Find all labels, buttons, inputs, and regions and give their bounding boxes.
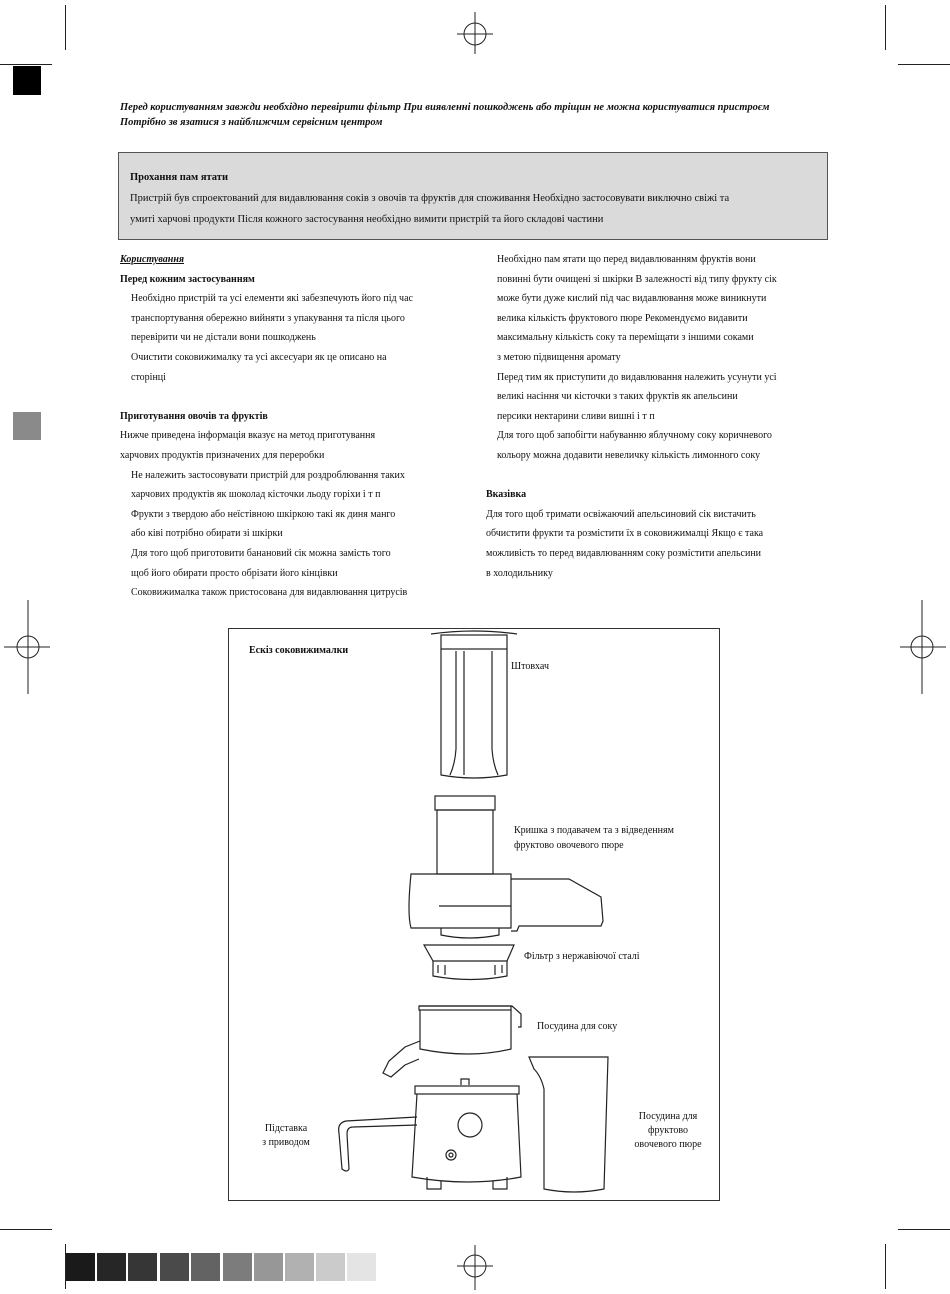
right-column (486, 250, 828, 583)
paragraph-line: персики нектарини сливи вишні і т п (497, 410, 655, 422)
grey-swatch (223, 1253, 252, 1281)
crop-mark (0, 64, 52, 65)
paragraph-line: Необхідно пристрій та усі елементи які забезпечують його під час (131, 293, 413, 305)
grey-swatch (160, 1253, 189, 1281)
pulp-vessel-drawing (529, 1057, 608, 1192)
label-pulp-vessel: овочевого пюре (634, 1139, 702, 1150)
grey-swatch (97, 1253, 126, 1281)
paragraph-line: Для того щоб приготовити банановий сік можна замість того (131, 547, 391, 559)
label-base: з приводом (262, 1137, 310, 1148)
paragraph-line: великі насіння чи кісточки з таких фруктів як апельсини (497, 391, 738, 403)
paragraph-line: щоб його обирати просто обрізати його кінцівки (131, 567, 338, 579)
paragraph-line: транспортування обережно вийняти з упакування та після цього (131, 312, 405, 324)
juice-vessel-drawing (383, 1006, 521, 1077)
paragraph-line: Необхідно пам ятати що перед видавлюванням фруктів вони (497, 254, 756, 265)
registration-mark-right (898, 600, 948, 695)
label-pulp-vessel: Посудина для (638, 1111, 698, 1122)
filter-warning (120, 100, 830, 130)
grey-swatch (254, 1253, 283, 1281)
crop-mark (898, 1229, 950, 1230)
paragraph-line: з метою підвищення аромату (497, 351, 621, 363)
reminder-title: Прохання пам ятати (130, 172, 228, 183)
paragraph-line: або ківі потрібно обирати зі шкірки (131, 528, 283, 540)
grey-tab-marker (13, 412, 41, 440)
paragraph-line: кольору можна додавити невеличку кількість лимонного соку (497, 449, 761, 461)
label-pulp-vessel: фруктово (648, 1125, 688, 1136)
label-lid: Кришка з подавачем та з відведенням (514, 825, 674, 836)
paragraph-line: Перед тим як приступити до видавлювання належить усунути усі (497, 371, 777, 383)
crop-mark (885, 1244, 886, 1289)
grey-swatch (191, 1253, 220, 1281)
crop-mark (65, 5, 66, 50)
registration-mark-left (2, 600, 52, 695)
reminder-text: умиті харчові продукти Після кожного застосування необхідно вимити пристрій та його складові частини (130, 214, 604, 225)
paragraph-line: перевірити чи не дістали вони пошкоджень (131, 332, 316, 344)
reminder-box (118, 152, 828, 240)
base-drawing (339, 1079, 521, 1189)
grey-swatch (128, 1253, 157, 1281)
label-filter: Фільтр з нержавіючої сталі (524, 951, 640, 962)
paragraph-line: Очистити соковижималку та усі аксесуари як це описано на (131, 351, 387, 363)
pusher-drawing (431, 631, 517, 778)
grey-swatch (347, 1253, 376, 1281)
crop-mark (0, 1229, 52, 1230)
paragraph-line: обчистити фрукти та розмістити їх в соковижималці Якщо є така (486, 528, 764, 540)
paragraph-line: сторінці (131, 371, 166, 383)
paragraph-line: може бути дуже кислий під час видавлювання може виникнути (497, 293, 767, 305)
paragraph-line: максимальну кількість соку та переміщати з іншими соками (497, 332, 754, 344)
paragraph-line: Для того щоб запобігти набуванню яблучному соку коричневого (497, 430, 772, 442)
registration-mark-top (455, 10, 495, 55)
paragraph-line: велика кількість фруктового пюре Рекомендуємо видавити (497, 312, 748, 324)
grey-swatch (316, 1253, 345, 1281)
black-tab-marker (13, 66, 41, 95)
label-pusher: Штовхач (511, 661, 549, 672)
label-base: Підставка (264, 1123, 308, 1134)
subheading: Перед кожним застосуванням (120, 273, 255, 285)
grey-swatch (285, 1253, 314, 1281)
crop-mark (898, 64, 950, 65)
paragraph-line: повинні бути очищені зі шкірки В залежності від типу фрукту сік (497, 273, 777, 285)
lid-drawing (409, 796, 603, 938)
juicer-diagram (228, 628, 720, 1201)
paragraph-line: можливість то перед видавлюванням соку розмістити апельсини (486, 547, 762, 559)
paragraph-line: Для того щоб тримати освіжаючий апельсиновий сік вистачить (486, 508, 756, 520)
paragraph-line: харчових продуктів призначених для переробки (120, 449, 325, 461)
warning-line: Перед користуванням завжди необхідно перевірити фільтр При виявленні пошкоджень або тріщин не можна користуватися пристроєм (120, 102, 770, 113)
crop-mark (885, 5, 886, 50)
registration-mark-bottom (455, 1244, 495, 1292)
paragraph-line: Не належить застосовувати пристрій для роздроблювання таких (131, 469, 405, 481)
warning-line: Потрібно зв язатися з найближчим сервісним центром (120, 117, 383, 128)
subheading: Приготування овочів та фруктів (120, 410, 268, 422)
paragraph-line: харчових продуктів як шоколад кісточки льоду горіхи і т п (131, 489, 381, 501)
label-lid: фруктово овочевого пюре (514, 840, 624, 851)
grey-swatch (66, 1253, 95, 1281)
paragraph-line: в холодильнику (486, 567, 553, 579)
reminder-text: Пристрій був спроектований для видавлювання соків з овочів та фруктів для споживання Необхідно застосовувати виключно свіжі та (130, 193, 730, 204)
filter-drawing (424, 945, 514, 980)
left-column (120, 250, 463, 603)
label-juice-vessel: Посудина для соку (537, 1021, 618, 1032)
paragraph-line: Нижче приведена інформація вказує на метод приготування (120, 430, 376, 442)
paragraph-line: Фрукти з твердою або неїстівною шкіркою такі як диня манго (131, 508, 396, 520)
section-heading: Користування (120, 254, 185, 265)
paragraph-line: Соковижималка також пристосована для видавлювання цитрусів (131, 587, 408, 599)
subheading: Вказівка (486, 489, 527, 501)
diagram-title: Ескіз соковижималки (249, 645, 349, 656)
